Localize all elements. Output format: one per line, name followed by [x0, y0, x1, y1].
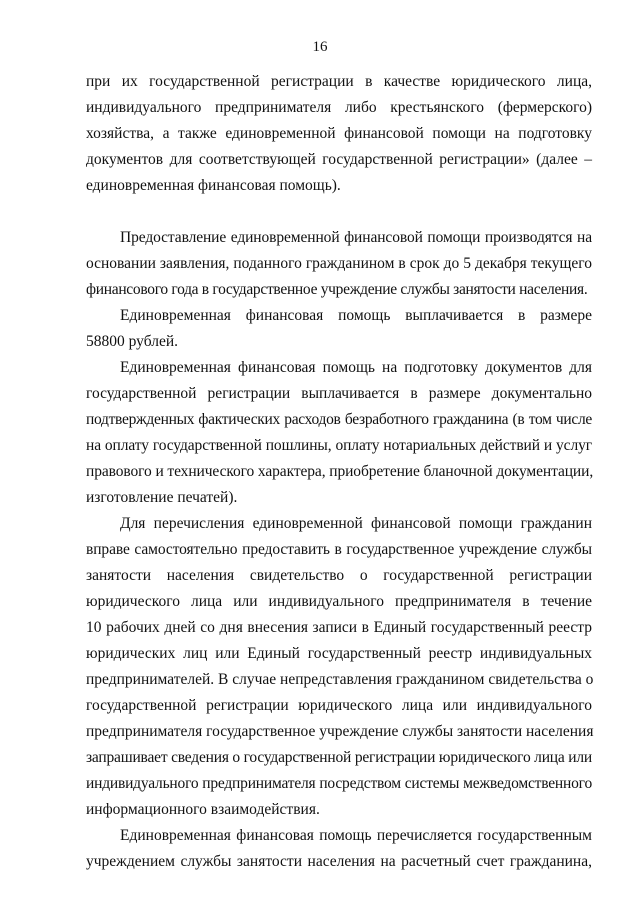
text-line: государственной регистрации юридического лица или индивидуального — [86, 697, 592, 714]
text-line: основании заявления, поданного гражданином в срок до 5 декабря текущего — [86, 255, 592, 272]
text-line: подтвержденных фактических расходов безработного гражданина (в том числе — [86, 411, 592, 428]
text-line: запрашивает сведения о государственной регистрации юридического лица или — [86, 749, 592, 766]
page-number: 16 — [312, 39, 328, 55]
text-line: 58800 рублей. — [86, 333, 179, 350]
text-line: изготовление печатей). — [86, 489, 238, 506]
text-line: индивидуального предпринимателя посредством системы межведомственного — [86, 775, 592, 792]
text-line: на оплату государственной пошлины, оплату нотариальных действий и услуг — [86, 437, 592, 454]
text-line: информационного взаимодействия. — [86, 801, 320, 818]
text-line: Единовременная финансовая помощь выплачивается в размере — [120, 307, 592, 324]
text-line: предпринимателя государственное учреждение службы занятости населения — [86, 723, 594, 740]
text-line: документов для соответствующей государственной регистрации» (далее – — [86, 151, 592, 168]
text-line: хозяйства, а также единовременной финансовой помощи на подготовку — [86, 125, 592, 142]
text-line: предпринимателей. В случае непредставления гражданином свидетельства о — [86, 671, 594, 688]
text-line: занятости населения свидетельство о государственной регистрации — [86, 567, 592, 584]
text-line: индивидуального предпринимателя либо крестьянского (фермерского) — [86, 99, 592, 116]
text-line: 10 рабочих дней со дня внесения записи в Единый государственный реестр — [86, 619, 592, 636]
text-line: Единовременная финансовая помощь на подготовку документов для — [120, 359, 592, 376]
text-line: Единовременная финансовая помощь перечисляется государственным — [120, 827, 592, 844]
text-line: Для перечисления единовременной финансовой помощи гражданин — [120, 515, 592, 532]
text-line: при их государственной регистрации в качестве юридического лица, — [86, 73, 592, 90]
text-line: учреждением службы занятости населения на расчетный счет гражданина, — [86, 853, 592, 870]
text-line: Предоставление единовременной финансовой помощи производятся на — [120, 229, 592, 246]
text-line: единовременная финансовая помощь). — [86, 177, 341, 194]
text-line: юридических лиц или Единый государственный реестр индивидуальных — [86, 645, 592, 662]
text-line: вправе самостоятельно предоставить в государственное учреждение службы — [86, 541, 592, 558]
text-line: государственной регистрации выплачивается в размере документально — [86, 385, 592, 402]
text-line: правового и технического характера, приобретение бланочной документации, — [86, 463, 594, 480]
text-line: юридического лица или индивидуального предпринимателя в течение — [86, 593, 592, 610]
text-line: финансового года в государственное учреждение службы занятости населения. — [86, 281, 588, 298]
